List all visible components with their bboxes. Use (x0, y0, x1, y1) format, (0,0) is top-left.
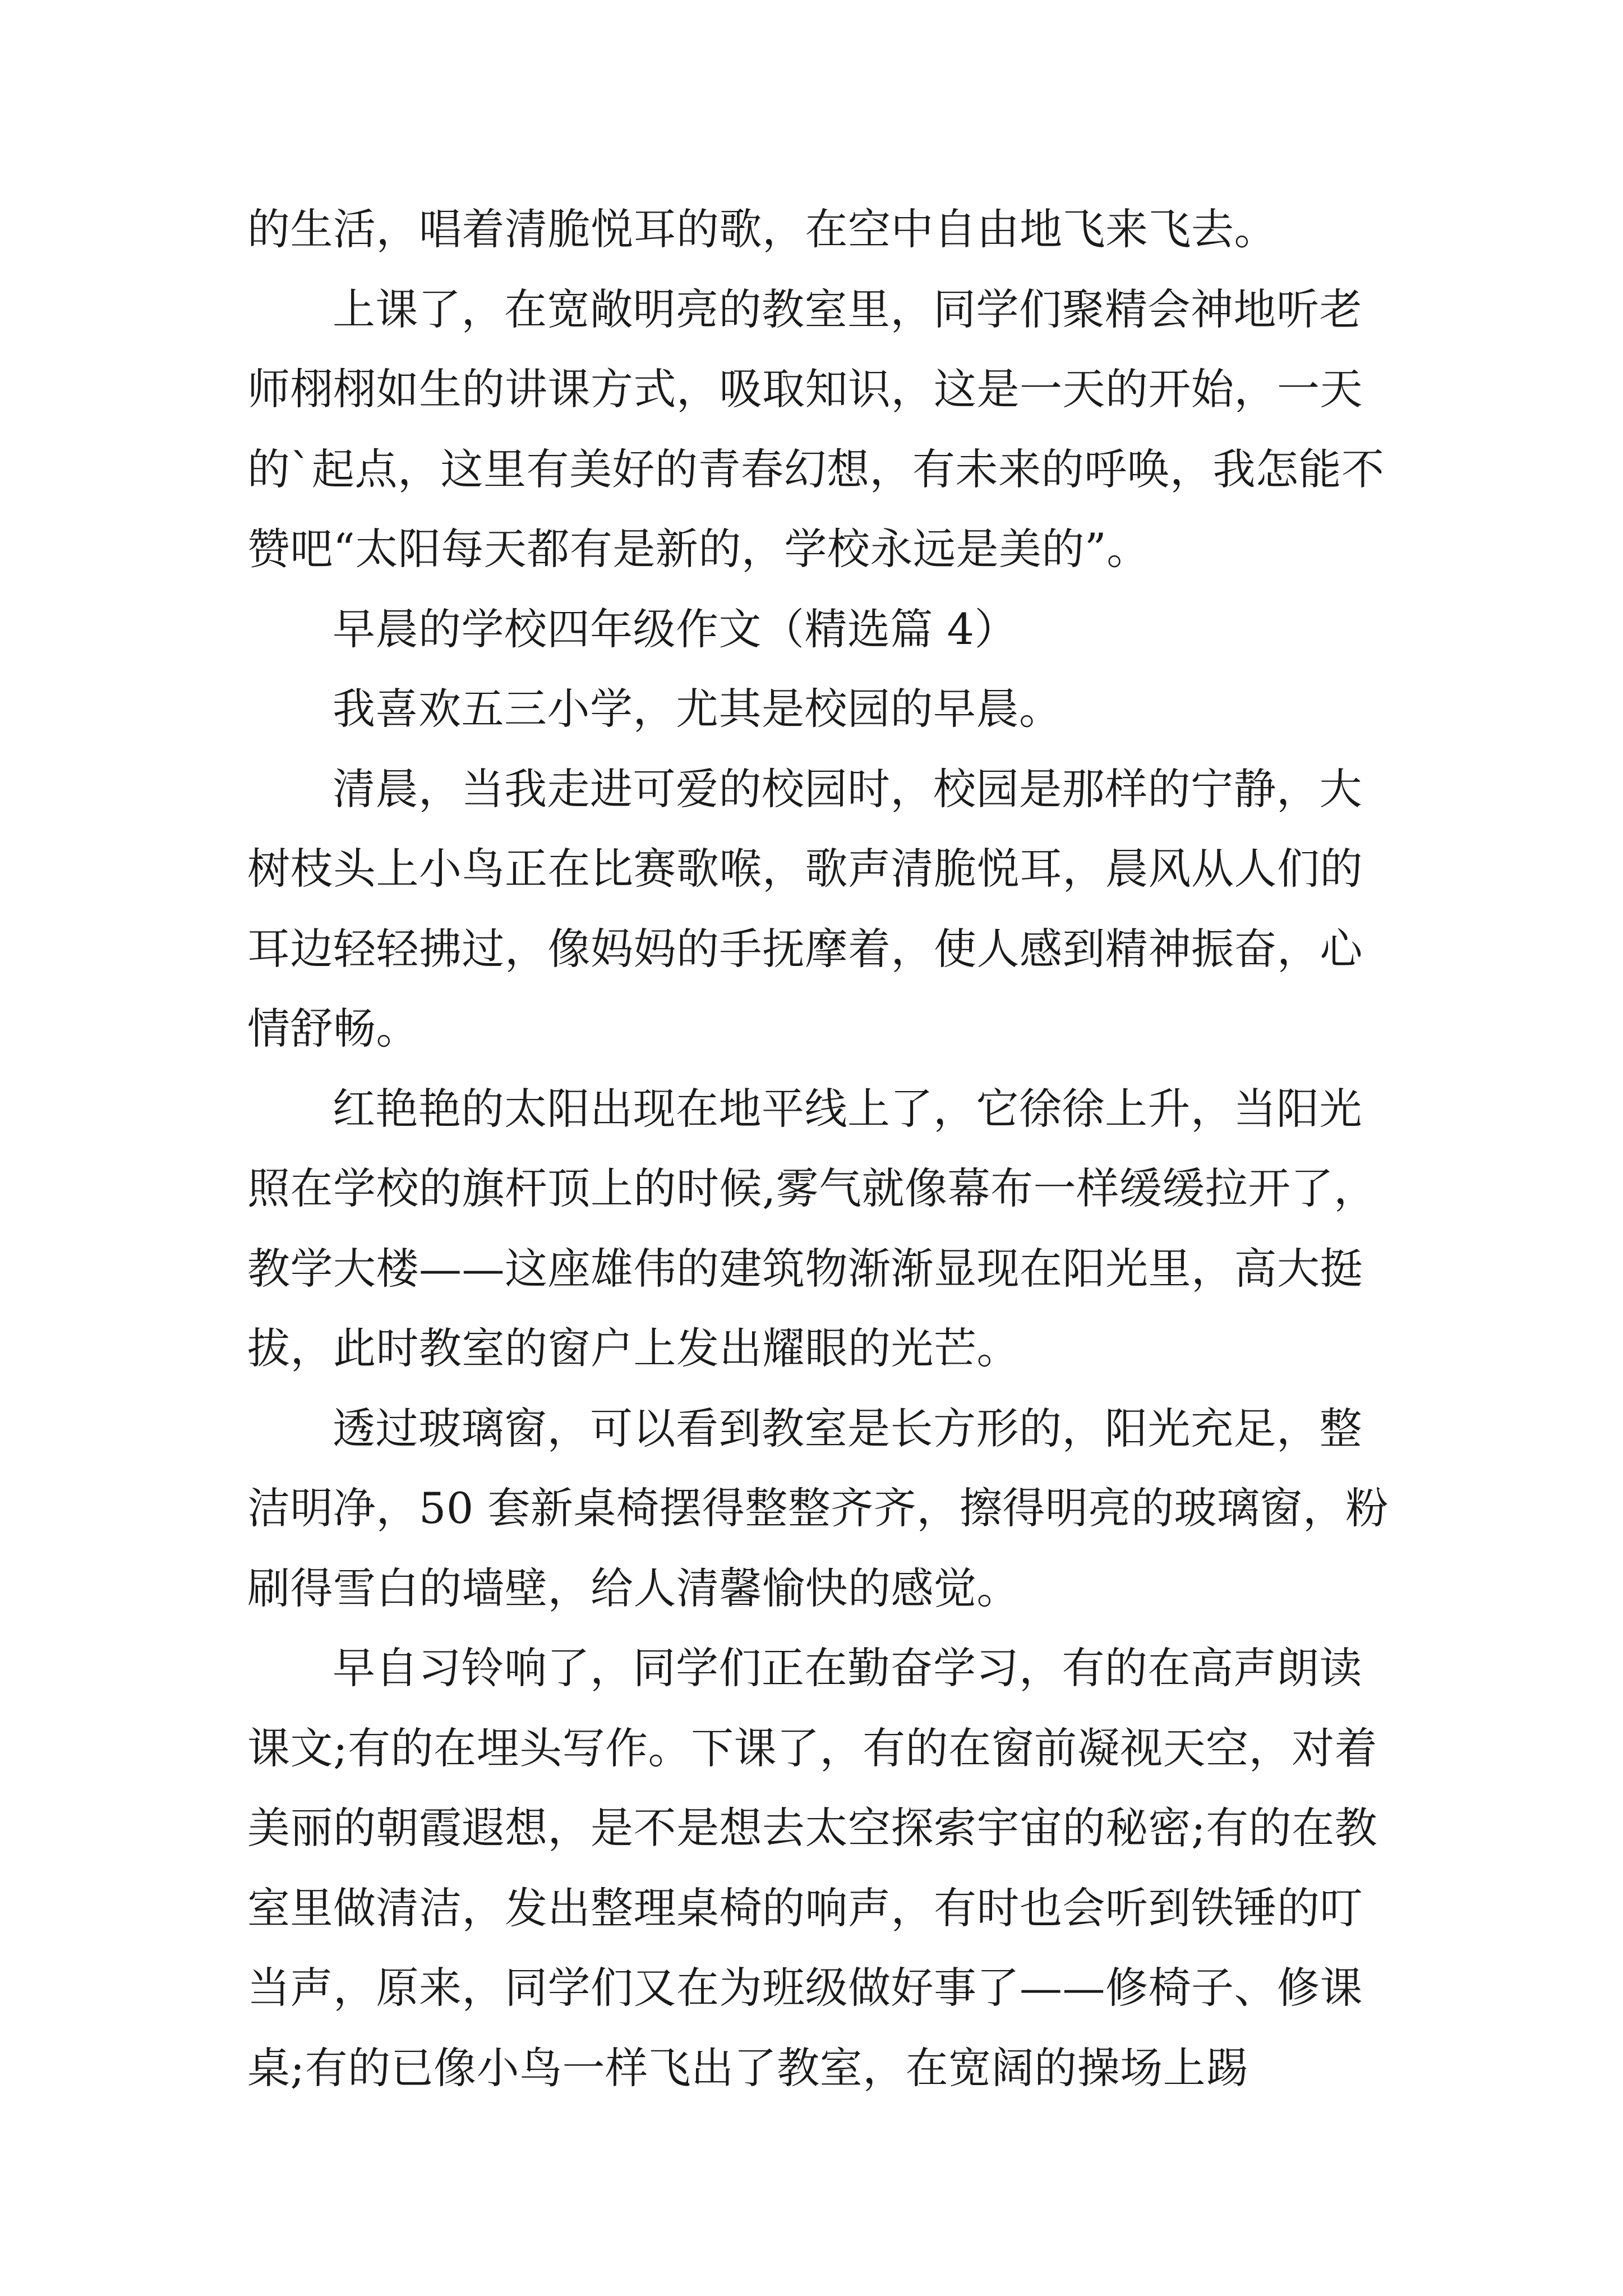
paragraph-1: 的生活，唱着清脆悦耳的歌，在空中自由地飞来飞去。 (247, 204, 1277, 254)
paragraph-5: 红艳艳的太阳出现在地平线上了，它徐徐上升，当阳光照在学校的旗杆顶上的时候,雾气就像幕布一样缓缓拉开了，教学大楼——这座雄伟的建筑物渐渐显现在阳光里，高大挺拔，此时教室的窗户上发出耀眼的光芒。 (247, 1083, 1377, 1373)
paragraph-6: 透过玻璃窗，可以看到教室是长方形的，阳光充足，整洁明净，50 套新桌椅摆得整整齐齐，擦得明亮的玻璃窗，粉刷得雪白的墙壁，给人清馨愉快的感觉。 (247, 1403, 1389, 1613)
paragraph-4: 清晨，当我走进可爱的校园时，校园是那样的宁静，大树枝头上小鸟正在比赛歌喉，歌声清脆悦耳，晨风从人们的耳边轻轻拂过，像妈妈的手抚摩着，使人感到精神振奋，心情舒畅。 (247, 763, 1363, 1053)
paragraph-7: 早自习铃响了，同学们正在勤奋学习，有的在高声朗读课文;有的在埋头写作。下课了，有的在窗前凝视天空，对着美丽的朝霞遐想，是不是想去太空探索宇宙的秘密;有的在教室里做清洁，发出整理桌椅的响声，有时也会听到铁锤的叮当声，原来，同学们又在为班级做好事了——修椅子、修课桌;有的已像小鸟一样飞出了教室，在宽阔的操场上踢 (247, 1643, 1378, 2093)
paragraph-2: 上课了，在宽敞明亮的教室里，同学们聚精会神地听老师栩栩如生的讲课方式，吸取知识，这是一天的开始，一天的`起点，这里有美好的青春幻想，有未来的呼唤，我怎能不赞吧“太阳每天都有是新的，学校永远是美的”。 (247, 284, 1385, 574)
article-body (247, 190, 1391, 2108)
paragraph-3: 我喜欢五三小学，尤其是校园的早晨。 (333, 684, 1062, 734)
section-heading: 早晨的学校四年级作文（精选篇 4） (333, 604, 1018, 654)
